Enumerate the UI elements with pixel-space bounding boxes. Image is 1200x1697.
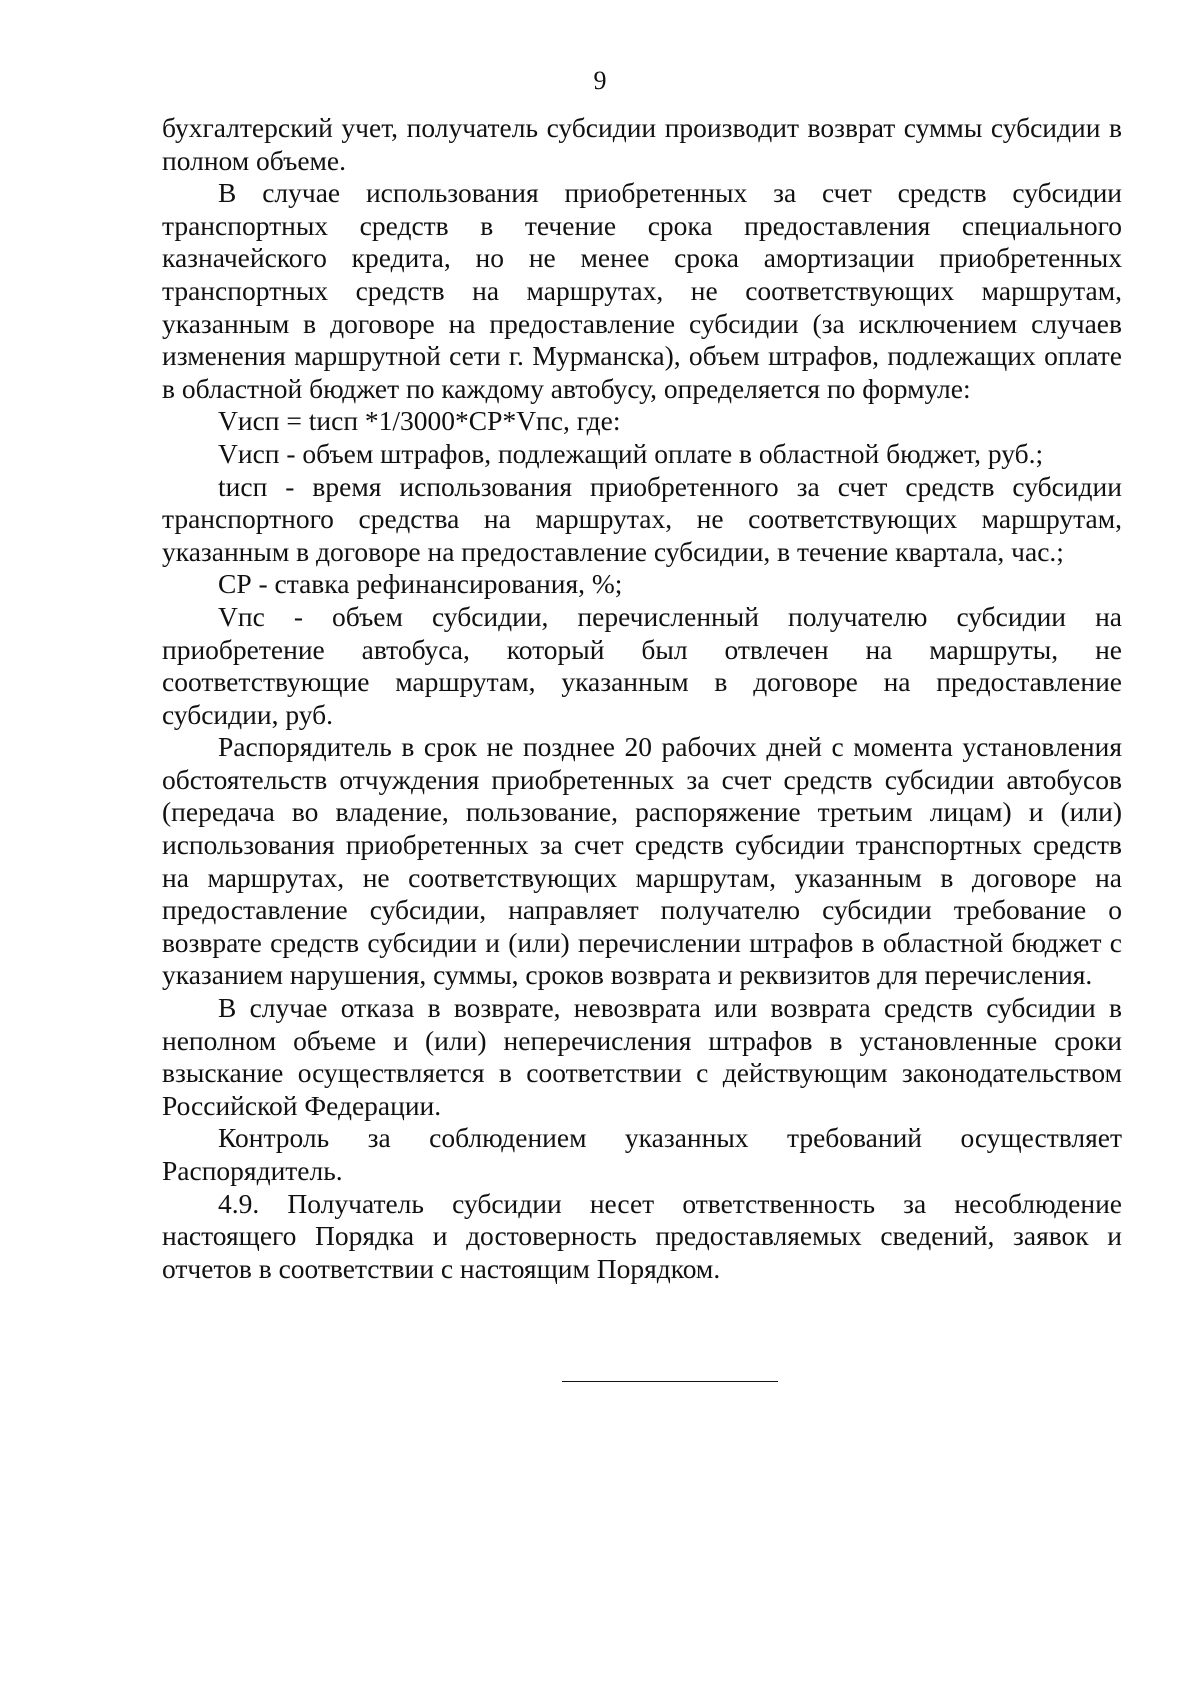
paragraph-recovery: В случае отказа в возврате, невозврата или возврата средств субсидии в неполном объеме и (или) неперечисления штрафов в установленные сроки взыскание осуществляется в соответствии с действующим законодательством Российской Федерации. bbox=[162, 992, 1122, 1121]
paragraph-continuation: бухгалтерский учет, получатель субсидии производит возврат суммы субсидии в полном объеме. bbox=[162, 112, 1122, 176]
page-number: 9 bbox=[593, 66, 607, 95]
formula-line: Vисп = tисп *1/3000*СР*Vпс, где: bbox=[218, 405, 621, 437]
definition-t-isp: tисп - время использования приобретенного за счет средств субсидии транспортного средства на маршрутах, не соответствующих маршрутам, указанным в договоре на предоставление субсидии, в течение квартала, час.; bbox=[162, 470, 1122, 567]
definition-v-ps: Vпс - объем субсидии, перечисленный получателю субсидии на приобретение автобуса, который был отвлечен на маршруты, не соответствующие маршрутам, указанным в договоре на предоставление субсидии, руб. bbox=[162, 600, 1122, 730]
paragraph-4-9: 4.9. Получатель субсидии несет ответственность за несоблюдение настоящего Порядка и достоверность предоставляемых сведений, заявок и отчетов в соответствии с настоящим Порядком. bbox=[162, 1187, 1122, 1284]
definition-v-isp: Vисп - объем штрафов, подлежащий оплате в областной бюджет, руб.; bbox=[218, 437, 1044, 469]
document-body bbox=[162, 112, 1122, 1285]
paragraph-control: Контроль за соблюдением указанных требований осуществляет Распорядитель. bbox=[162, 1122, 1122, 1186]
paragraph-administrator-demand: Распорядитель в срок не позднее 20 рабочих дней с момента установления обстоятельств отчуждения приобретенных за счет средств субсидии автобусов (передача во владение, пользование, распоряжение третьим лицам) и (или) использования приобретенных за счет средств субсидии транспортных средств на маршрутах, не соответствующих маршрутам, указанным в договоре на предоставление субсидии, направляет получателю субсидии требование о возврате средств субсидии и (или) перечислении штрафов в областной бюджет с указанием нарушения, суммы, сроков возврата и реквизитов для перечисления. bbox=[162, 731, 1122, 991]
end-of-document-rule bbox=[562, 1381, 778, 1382]
paragraph-usage-penalty: В случае использования приобретенных за счет средств субсидии транспортных средств в течение срока предоставления специального казначейского кредита, но не менее срока амортизации приобретенных транспортных средств на маршрутах, не соответствующих маршрутам, указанным в договоре на предоставление субсидии (за исключением случаев изменения маршрутной сети г. Мурманска), объем штрафов, подлежащих оплате в областной бюджет по каждому автобусу, определяется по формуле: bbox=[162, 177, 1122, 404]
definition-sr: СР - ставка рефинансирования, %; bbox=[218, 568, 623, 600]
